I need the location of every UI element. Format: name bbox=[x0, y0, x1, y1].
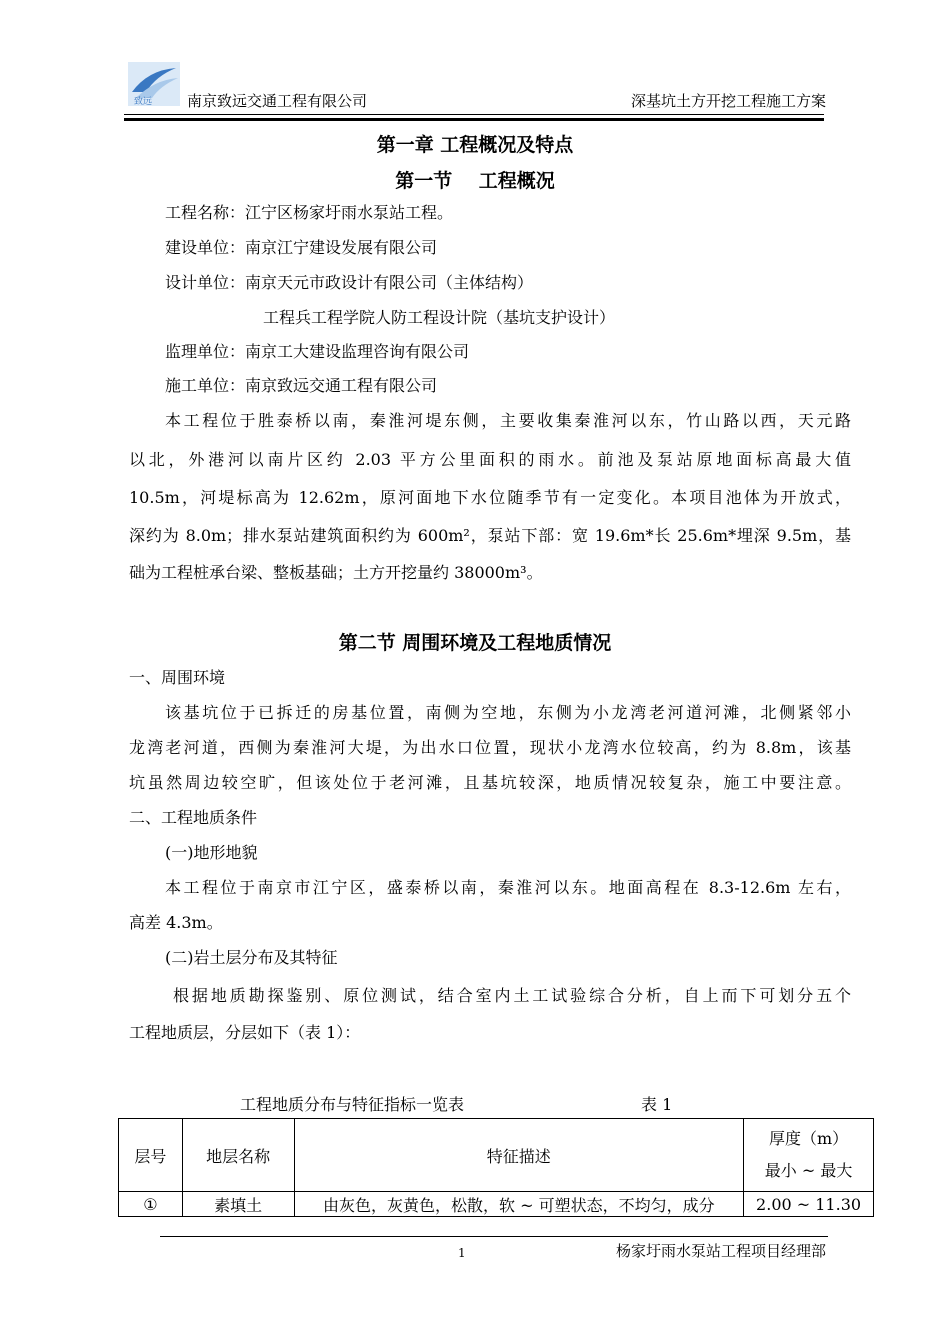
info-builder: 建设单位：南京江宁建设发展有限公司 bbox=[165, 238, 438, 257]
env-line: 该基坑位于已拆迁的房基位置，南侧为空地，东侧为小龙湾老河道河滩，北侧紧邻小 bbox=[165, 703, 851, 722]
overview-line: 本工程位于胜泰桥以南，秦淮河堤东侧，主要收集秦淮河以东，竹山路以西，天元路 bbox=[165, 411, 851, 430]
page-number: 1 bbox=[458, 1246, 466, 1260]
cell-thickness: 2.00 ~ 11.30 bbox=[744, 1192, 874, 1217]
soil-line: 根据地质勘探鉴别、原位测试，结合室内土工试验综合分析，自上而下可划分五个 bbox=[173, 986, 851, 1005]
overview-line: 以北，外港河以南片区约 2.03 平方公里面积的雨水。前池及泵站原地面标高最大值 bbox=[129, 450, 851, 469]
col-layer-header: 层号 bbox=[119, 1119, 183, 1192]
col-name-header: 地层名称 bbox=[182, 1119, 294, 1192]
env-heading: 一、周围环境 bbox=[129, 668, 226, 687]
info-designer: 设计单位：南京天元市政设计有限公司（主体结构） bbox=[165, 273, 534, 292]
footer-rule bbox=[160, 1236, 828, 1237]
env-line: 坑虽然周边较空旷，但该处位于老河滩，且基坑较深，地质情况较复杂，施工中要注意。 bbox=[129, 773, 851, 792]
info-designer-2: 工程兵工程学院人防工程设计院（基坑支护设计） bbox=[263, 308, 616, 327]
section1-title: 第一节 工程概况 bbox=[395, 170, 555, 192]
col-thickness-header bbox=[744, 1119, 874, 1192]
terrain-heading: (一)地形地貌 bbox=[165, 843, 258, 862]
table-row bbox=[119, 1192, 874, 1217]
thickness-unit: 厚度（m） bbox=[768, 1129, 849, 1148]
table-number: 表 1 bbox=[641, 1095, 673, 1114]
header-company: 南京致远交通工程有限公司 bbox=[187, 92, 368, 110]
header-doc-title: 深基坑土方开挖工程施工方案 bbox=[630, 92, 826, 110]
cell-name: 素填土 bbox=[182, 1192, 294, 1217]
chapter-title: 第一章 工程概况及特点 bbox=[376, 134, 574, 156]
terrain-line: 高差 4.3m。 bbox=[129, 913, 223, 932]
soil-heading: (二)岩土层分布及其特征 bbox=[165, 948, 338, 967]
col-desc-header: 特征描述 bbox=[294, 1119, 744, 1192]
info-contractor: 施工单位：南京致远交通工程有限公司 bbox=[165, 376, 438, 395]
overview-line: 深约为 8.0m；排水泵站建筑面积约为 600m²，泵站下部：宽 19.6m*长 25.6m*埋深 9.5m，基 bbox=[129, 526, 851, 545]
geo-heading: 二、工程地质条件 bbox=[129, 808, 258, 827]
header-rule-thin bbox=[124, 114, 824, 115]
table-header-row bbox=[119, 1119, 874, 1192]
section2-title: 第二节 周围环境及工程地质情况 bbox=[338, 632, 612, 654]
terrain-line: 本工程位于南京市江宁区，盛泰桥以南，秦淮河以东。地面高程在 8.3-12.6m 左右， bbox=[165, 878, 851, 897]
cell-layer: ① bbox=[119, 1192, 183, 1217]
footer-dept: 杨家圩雨水泵站工程项目经理部 bbox=[615, 1242, 826, 1260]
thickness-range-label: 最小 ~ 最大 bbox=[764, 1161, 853, 1180]
info-project-name: 工程名称：江宁区杨家圩雨水泵站工程。 bbox=[165, 203, 454, 222]
overview-line: 10.5m，河堤标高为 12.62m，原河面地下水位随季节有一定变化。本项目池体为开放式， bbox=[129, 488, 851, 507]
info-supervisor: 监理单位：南京工大建设监理咨询有限公司 bbox=[165, 342, 470, 361]
company-logo bbox=[128, 62, 180, 106]
logo-text: 致远 bbox=[134, 97, 153, 106]
header-rule-thick bbox=[124, 118, 824, 121]
soil-line: 工程地质层，分层如下（表 1）： bbox=[129, 1023, 361, 1042]
cell-desc: 由灰色，灰黄色，松散，软 ~ 可塑状态，不均匀，成分 bbox=[294, 1192, 744, 1217]
overview-line: 础为工程桩承台梁、整板基础；土方开挖量约 38000m³。 bbox=[129, 563, 543, 582]
env-line: 龙湾老河道，西侧为秦淮河大堤，为出水口位置，现状小龙湾水位较高，约为 8.8m，该基 bbox=[129, 738, 851, 757]
geology-table bbox=[118, 1118, 874, 1217]
table-caption: 工程地质分布与特征指标一览表 bbox=[240, 1095, 465, 1114]
